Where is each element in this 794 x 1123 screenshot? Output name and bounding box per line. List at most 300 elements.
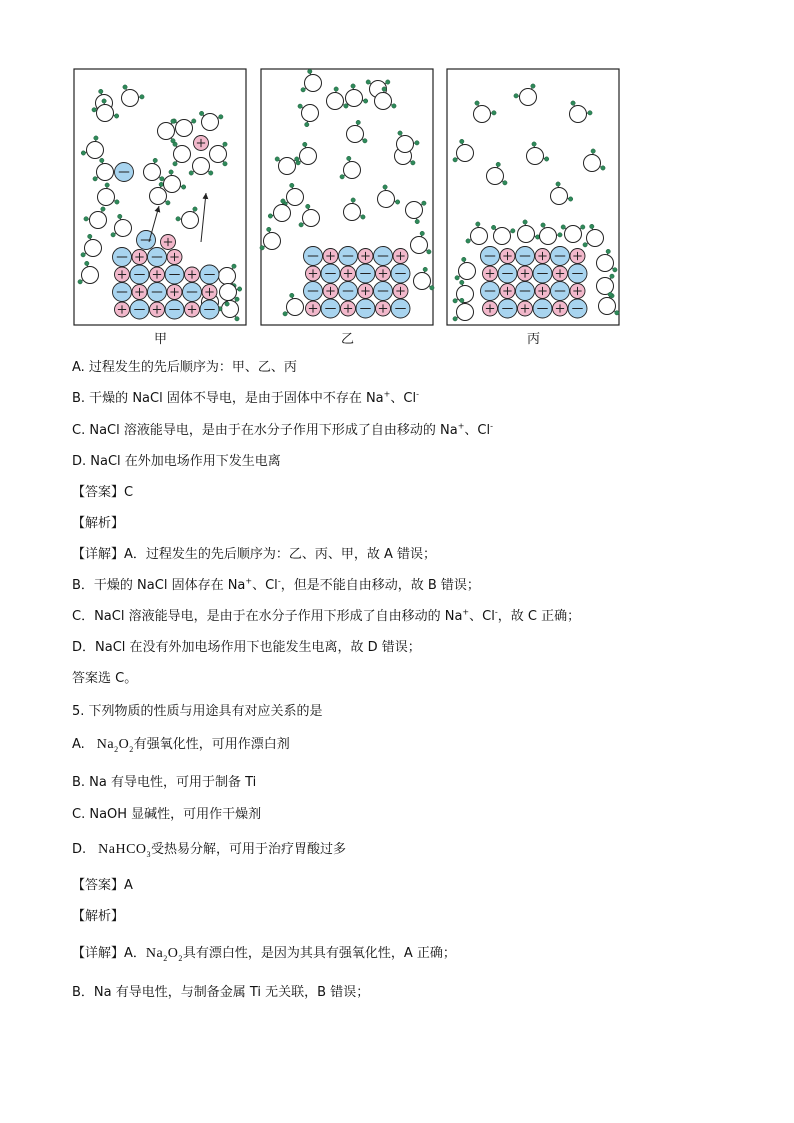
hydrogen-atom xyxy=(81,253,85,257)
oxygen-atom xyxy=(287,299,304,316)
water-molecule xyxy=(570,101,593,123)
na2o2-formula xyxy=(146,946,183,961)
hydrogen-atom xyxy=(583,243,587,247)
oxygen-atom xyxy=(279,158,296,175)
q5-option-a xyxy=(72,736,290,754)
oxygen-atom xyxy=(182,212,199,229)
water-molecule xyxy=(474,101,497,123)
sodium-charge: + xyxy=(245,576,253,586)
chloride-ion xyxy=(165,300,184,319)
hydrogen-atom xyxy=(88,234,92,238)
hydrogen-atom xyxy=(568,197,572,201)
chloride-ion xyxy=(113,283,132,302)
water-molecule xyxy=(540,223,563,245)
sodium-ion xyxy=(167,285,182,300)
sodium-ion xyxy=(150,267,165,282)
oxygen-atom xyxy=(327,93,344,110)
hydrogen-atom xyxy=(225,302,229,306)
hydrogen-atom xyxy=(159,182,163,186)
q4-option-a: A. 过程发生的先后顺序为：甲、乙、丙 xyxy=(72,360,297,375)
hydrogen-atom xyxy=(283,312,287,316)
water-molecule xyxy=(93,158,114,181)
oxygen-atom xyxy=(527,148,544,165)
oxygen-atom xyxy=(411,237,428,254)
hydrogen-atom xyxy=(295,157,299,161)
chloride-symbol: Cl xyxy=(265,578,278,593)
q4-option-d: D. NaCl 在外加电场作用下发生电离 xyxy=(72,454,281,469)
sodium-charge: + xyxy=(462,607,470,617)
water-molecule xyxy=(81,234,102,257)
hydrogen-atom xyxy=(111,233,115,237)
hydrogen-atom xyxy=(308,69,312,73)
oxygen-atom xyxy=(303,210,320,227)
hydrogen-atom xyxy=(460,280,464,284)
hydrogen-atom xyxy=(192,119,196,123)
sodium-ion xyxy=(393,284,408,299)
q5-option-b: B. Na 有导电性，可用于制备 Ti xyxy=(72,775,257,790)
oxygen-atom xyxy=(305,75,322,92)
hydrogen-atom xyxy=(78,280,82,284)
chloride-ion xyxy=(568,264,587,283)
hydrogen-atom xyxy=(523,220,527,224)
hydrogen-atom xyxy=(340,175,344,179)
hydrogen-atom xyxy=(94,136,98,140)
hydrogen-atom xyxy=(395,200,399,204)
q4-detail-c-suffix: ，故 C 正确； xyxy=(497,609,581,624)
hydrogen-atom xyxy=(223,162,227,166)
hydrogen-atom xyxy=(541,223,545,227)
water-molecule xyxy=(111,214,132,237)
q5-option-a-text: 有强氧化性，可用作漂白剂 xyxy=(133,737,290,752)
oxygen-atom xyxy=(176,120,193,137)
oxygen-atom xyxy=(220,284,237,301)
hydrogen-atom xyxy=(347,156,351,160)
chloride-ion xyxy=(137,231,156,250)
dissolution-figure xyxy=(70,66,626,351)
hydrogen-atom xyxy=(613,268,617,272)
oxygen-atom xyxy=(520,89,537,106)
oxygen-atom xyxy=(551,188,568,205)
water-molecule xyxy=(296,142,317,165)
hydrogen-atom xyxy=(382,87,386,91)
sodium-charge: + xyxy=(457,421,465,431)
arrow-2 xyxy=(201,193,206,242)
hydrogen-atom xyxy=(166,201,170,205)
sodium-ion xyxy=(358,249,373,264)
sodium-ion xyxy=(306,301,321,316)
water-molecule xyxy=(527,142,549,165)
hydrogen-atom xyxy=(511,229,515,233)
hydrogen-atom xyxy=(235,317,239,321)
q5-detail-b: B．Na 有导电性，与制备金属 Ti 无关联，B 错误； xyxy=(72,985,370,1000)
water-molecule xyxy=(584,149,606,172)
hydrogen-atom xyxy=(386,80,390,84)
chloride-charge: - xyxy=(416,389,419,399)
oxygen-atom xyxy=(344,162,361,179)
water-molecule xyxy=(98,183,120,206)
water-molecule xyxy=(597,249,618,272)
q4-detail-c-text: C．NaCl 溶液能导电，是由于在水分子作用下形成了自由移动的 Na xyxy=(72,609,463,624)
chloride-ion xyxy=(391,299,410,318)
oxygen-atom xyxy=(565,226,582,243)
q5-option-d-label: D. xyxy=(72,842,87,857)
oxygen-atom xyxy=(346,90,363,107)
formula-na: Na xyxy=(96,737,115,752)
sodium-ion xyxy=(185,267,200,282)
q5-analysis-title: 【解析】 xyxy=(72,909,125,924)
separator: 、 xyxy=(469,609,483,624)
oxygen-atom xyxy=(597,255,614,272)
q4-detail-b-suffix: ，但是不能自由移动，故 B 错误； xyxy=(280,578,480,593)
oxygen-atom xyxy=(397,136,414,153)
oxygen-atom xyxy=(414,273,431,290)
hydrogen-atom xyxy=(181,185,185,189)
hydrogen-atom xyxy=(232,264,236,268)
hydrogen-atom xyxy=(588,111,592,115)
chloride-ion xyxy=(321,264,340,283)
sodium-ion xyxy=(553,266,568,281)
hydrogen-atom xyxy=(100,158,104,162)
hydrogen-atom xyxy=(223,142,227,146)
water-molecule xyxy=(346,84,368,107)
chloride-ion xyxy=(374,247,393,266)
water-molecule xyxy=(176,207,199,229)
na2o2-formula xyxy=(97,737,134,752)
dissolution-diagram xyxy=(70,66,626,351)
sodium-ion xyxy=(167,250,182,265)
hydrogen-atom xyxy=(344,104,348,108)
q4-option-b xyxy=(72,390,419,408)
water-molecule xyxy=(199,111,223,130)
oxygen-atom xyxy=(344,204,361,221)
oxygen-atom xyxy=(302,105,319,122)
hydrogen-atom xyxy=(101,207,105,211)
chloride-charge: - xyxy=(277,576,281,586)
hydrogen-atom xyxy=(115,200,119,204)
hydrogen-atom xyxy=(608,292,612,296)
water-molecule xyxy=(164,170,186,193)
panel-label-bing: 丙 xyxy=(527,332,541,347)
hydrogen-atom xyxy=(153,158,157,162)
sodium-ion xyxy=(323,249,338,264)
sodium-ion xyxy=(500,284,515,299)
water-molecule xyxy=(283,293,304,316)
q5-detail-a-prefix: 【详解】A． xyxy=(72,946,146,961)
water-molecule xyxy=(301,69,322,92)
hydrogen-atom xyxy=(219,115,223,119)
hydrogen-atom xyxy=(303,142,307,146)
hydrogen-atom xyxy=(193,207,197,211)
oxygen-atom xyxy=(406,202,423,219)
formula-o: O xyxy=(118,737,130,752)
hydrogen-atom xyxy=(610,274,614,278)
hydrogen-atom xyxy=(466,239,470,243)
chloride-ion xyxy=(568,299,587,318)
oxygen-atom xyxy=(375,93,392,110)
water-molecule xyxy=(299,204,320,227)
oxygen-atom xyxy=(459,263,476,280)
hydrogen-atom xyxy=(363,139,367,143)
oxygen-atom xyxy=(378,191,395,208)
sodium-ion xyxy=(570,284,585,299)
oxygen-atom xyxy=(150,188,167,205)
q4-detail-d: D．NaCl 在没有外加电场作用下也能发生电离，故 D 错误； xyxy=(72,640,421,655)
hydrogen-atom xyxy=(514,94,518,98)
oxygen-atom xyxy=(274,205,291,222)
formula-nahco: NaHCO xyxy=(98,842,147,857)
hydrogen-atom xyxy=(171,139,175,143)
hydrogen-atom xyxy=(420,231,424,235)
oxygen-atom xyxy=(144,164,161,181)
chloride-ion xyxy=(516,282,535,301)
panel-label-yi: 乙 xyxy=(341,332,355,347)
chloride-ion xyxy=(374,282,393,301)
hydrogen-atom xyxy=(427,250,431,254)
chloride-ion xyxy=(130,300,149,319)
hydrogen-atom xyxy=(460,139,464,143)
sodium-ion xyxy=(150,302,165,317)
sodium-ion xyxy=(483,266,498,281)
formula-sub-2: 2 xyxy=(129,744,134,754)
chloride-ion xyxy=(200,265,219,284)
hydrogen-atom xyxy=(176,217,180,221)
oxygen-atom xyxy=(193,158,210,175)
oxygen-atom xyxy=(300,148,317,165)
hydrogen-atom xyxy=(305,122,309,126)
sodium-ion xyxy=(132,285,147,300)
water-molecule xyxy=(283,183,304,206)
water-molecule xyxy=(466,222,488,245)
hydrogen-atom xyxy=(105,183,109,187)
q4-option-c-text: C. NaCl 溶液能导电，是由于在水分子作用下形成了自由移动的 Na xyxy=(72,423,458,438)
sodium-ion xyxy=(115,302,130,317)
sodium-ion xyxy=(323,284,338,299)
hydrogen-atom xyxy=(491,225,495,229)
oxygen-atom xyxy=(219,268,236,285)
hydrogen-atom xyxy=(422,201,426,205)
hydrogen-atom xyxy=(84,217,88,221)
chloride-ion xyxy=(200,300,219,319)
water-molecule xyxy=(260,227,281,250)
hydrogen-atom xyxy=(301,88,305,92)
sodium-ion xyxy=(376,301,391,316)
sodium-ion xyxy=(518,301,533,316)
hydrogen-atom xyxy=(169,170,173,174)
oxygen-atom xyxy=(222,301,239,318)
hydrogen-atom xyxy=(260,246,264,250)
hydrogen-atom xyxy=(462,257,466,261)
hydrogen-atom xyxy=(558,233,562,237)
oxygen-atom xyxy=(487,168,504,185)
hydrogen-atom xyxy=(189,171,193,175)
sodium-ion xyxy=(535,284,550,299)
hydrogen-atom xyxy=(281,199,285,203)
chloride-ion xyxy=(391,264,410,283)
oxygen-atom xyxy=(87,142,104,159)
hydrogen-atom xyxy=(492,111,496,115)
oxygen-atom xyxy=(85,240,102,257)
hydrogen-atom xyxy=(290,183,294,187)
water-molecule xyxy=(411,231,432,254)
sodium-ion xyxy=(553,301,568,316)
hydrogen-atom xyxy=(267,227,271,231)
hydrogen-atom xyxy=(398,131,402,135)
hydrogen-atom xyxy=(351,84,355,88)
q5-option-d-text: 受热易分解，可用于治疗胃酸过多 xyxy=(151,842,347,857)
oxygen-atom xyxy=(457,145,474,162)
sodium-ion xyxy=(132,250,147,265)
water-molecule xyxy=(158,119,176,143)
chloride-ion xyxy=(339,282,358,301)
oxygen-atom xyxy=(264,233,281,250)
water-molecule xyxy=(78,261,99,284)
water-molecule xyxy=(189,158,213,176)
water-molecule xyxy=(491,225,515,244)
oxygen-atom xyxy=(287,189,304,206)
sodium-ion xyxy=(202,285,217,300)
hydrogen-atom xyxy=(423,267,427,271)
chloride-ion xyxy=(533,299,552,318)
hydrogen-atom xyxy=(531,84,535,88)
sodium-ion xyxy=(115,267,130,282)
hydrogen-atom xyxy=(85,261,89,265)
hydrogen-atom xyxy=(411,161,415,165)
q5-option-a-label: A. xyxy=(72,737,85,752)
hydrogen-atom xyxy=(532,142,536,146)
sodium-ion xyxy=(518,266,533,281)
water-molecule xyxy=(583,224,604,247)
q4-option-c xyxy=(72,422,493,440)
hydrogen-atom xyxy=(366,80,370,84)
oxygen-atom xyxy=(97,105,114,122)
chloride-charge: - xyxy=(494,607,498,617)
hydrogen-atom xyxy=(415,141,419,145)
hydrogen-atom xyxy=(606,249,610,253)
sodium-ion xyxy=(393,249,408,264)
q4-detail-c xyxy=(72,608,580,626)
oxygen-atom xyxy=(471,228,488,245)
oxygen-atom xyxy=(457,304,474,321)
hydrogen-atom xyxy=(361,215,365,219)
hydrogen-atom xyxy=(544,157,548,161)
sodium-ion xyxy=(376,266,391,281)
hydrogen-atom xyxy=(140,95,144,99)
hydrogen-atom xyxy=(363,99,367,103)
water-molecule xyxy=(561,225,585,243)
hydrogen-atom xyxy=(290,293,294,297)
chloride-ion xyxy=(304,247,323,266)
oxygen-atom xyxy=(98,189,115,206)
hydrogen-atom xyxy=(556,182,560,186)
oxygen-atom xyxy=(82,267,99,284)
water-molecule xyxy=(172,119,196,137)
hydrogen-atom xyxy=(415,219,419,223)
sodium-ion xyxy=(341,301,356,316)
water-molecule xyxy=(599,292,620,315)
chloride-ion xyxy=(498,264,517,283)
oxygen-atom xyxy=(164,176,181,193)
panel-label-jia: 甲 xyxy=(154,332,168,347)
hydrogen-atom xyxy=(455,276,459,280)
hydrogen-atom xyxy=(102,99,106,103)
q4-detail-a: 【详解】A．过程发生的先后顺序为：乙、丙、甲，故 A 错误； xyxy=(72,547,437,562)
water-molecule xyxy=(397,131,420,153)
hydrogen-atom xyxy=(114,114,118,118)
chloride-ion xyxy=(148,248,167,267)
water-molecule xyxy=(144,158,165,181)
sodium-ion xyxy=(341,266,356,281)
oxygen-atom xyxy=(90,212,107,229)
sodium-ion xyxy=(483,301,498,316)
hydrogen-atom xyxy=(199,111,203,115)
oxygen-atom xyxy=(474,106,491,123)
oxygen-atom xyxy=(97,164,114,181)
water-molecule xyxy=(453,139,474,162)
hydrogen-atom xyxy=(275,157,279,161)
chloride-ion xyxy=(183,283,202,302)
hydrogen-atom xyxy=(99,89,103,93)
water-molecule xyxy=(210,142,228,166)
q5-detail-a xyxy=(72,945,456,963)
water-molecule xyxy=(344,198,366,221)
nahco3-formula xyxy=(98,842,151,857)
q4-conclusion: 答案选 C。 xyxy=(72,671,138,686)
sodium-ion xyxy=(358,284,373,299)
sodium-ion xyxy=(185,302,200,317)
water-molecule xyxy=(347,120,368,143)
oxygen-atom xyxy=(347,126,364,143)
formula-o: O xyxy=(167,946,179,961)
formula-sub-2: 2 xyxy=(163,953,168,963)
hydrogen-atom xyxy=(334,87,338,91)
water-molecule xyxy=(340,156,361,179)
sodium-ion xyxy=(194,136,209,151)
hydrogen-atom xyxy=(118,214,122,218)
hydrogen-atom xyxy=(615,311,619,315)
chloride-symbol: Cl xyxy=(477,423,491,438)
hydrogen-atom xyxy=(351,198,355,202)
oxygen-atom xyxy=(599,298,616,315)
chloride-ion xyxy=(130,265,149,284)
sodium-charge: + xyxy=(383,389,391,399)
hydrogen-atom xyxy=(173,162,177,166)
q5-option-d xyxy=(72,841,346,859)
hydrogen-atom xyxy=(601,166,605,170)
hydrogen-atom xyxy=(460,298,464,302)
hydrogen-atom xyxy=(171,119,175,123)
hydrogen-atom xyxy=(591,149,595,153)
oxygen-atom xyxy=(494,228,511,245)
hydrogen-atom xyxy=(123,85,127,89)
hydrogen-atom xyxy=(453,317,457,321)
chloride-ion xyxy=(304,282,323,301)
chloride-ion xyxy=(321,299,340,318)
q4-detail-b xyxy=(72,577,480,595)
water-molecule xyxy=(518,220,540,243)
hydrogen-atom xyxy=(237,287,241,291)
formula-na: Na xyxy=(145,946,164,961)
water-molecule xyxy=(414,267,435,290)
q4-detail-b-text: B．干燥的 NaCl 固体存在 Na xyxy=(72,578,246,593)
chloride-ion xyxy=(165,265,184,284)
water-molecule xyxy=(487,162,508,185)
hydrogen-atom xyxy=(160,177,164,181)
water-molecule xyxy=(298,104,319,127)
hydrogen-atom xyxy=(298,104,302,108)
sodium-ion xyxy=(570,249,585,264)
hydrogen-atom xyxy=(475,101,479,105)
hydrogen-atom xyxy=(268,214,272,218)
